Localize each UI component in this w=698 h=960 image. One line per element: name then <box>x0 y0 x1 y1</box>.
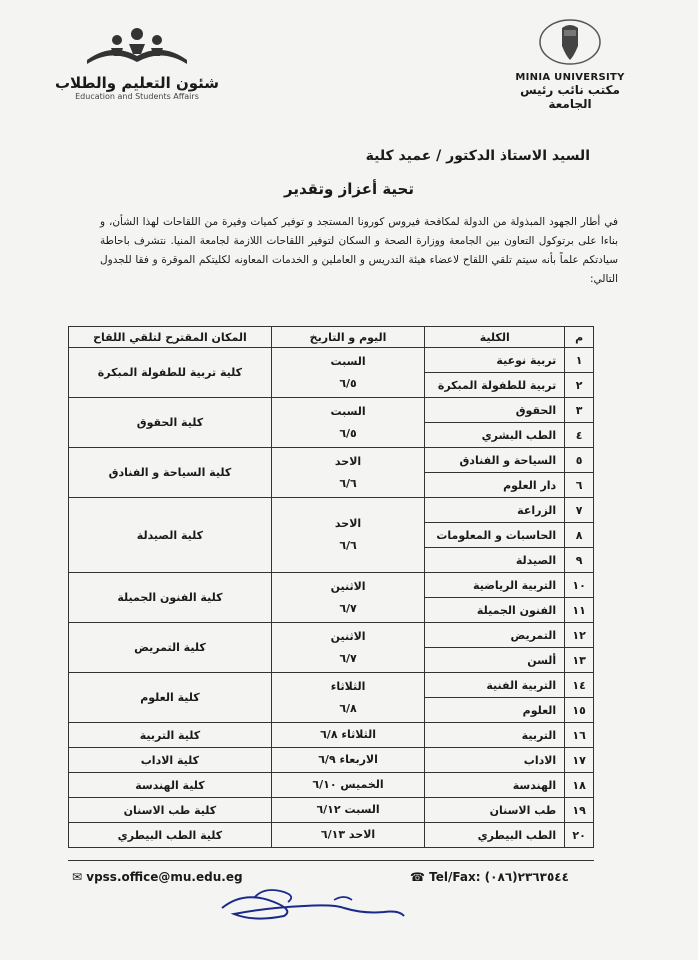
date-cell <box>271 673 424 723</box>
table-row <box>69 673 594 698</box>
table-row <box>69 623 594 648</box>
date-cell <box>271 448 424 498</box>
date-cell <box>271 723 424 748</box>
row-number: ١٥ <box>565 698 594 723</box>
university-seal-icon <box>534 16 606 66</box>
greeting-line: تحية أعزاز وتقدير <box>284 180 414 198</box>
faculty-cell: السياحة و الفنادق <box>425 448 565 473</box>
row-number: ١٤ <box>565 673 594 698</box>
table-row <box>69 798 594 823</box>
row-number: ٣ <box>565 398 594 423</box>
phone-icon: ☎ <box>410 870 425 884</box>
day-text: الاحد ٦/١٣ <box>320 828 376 841</box>
table-row <box>69 573 594 598</box>
day-text: السبت ٦/١٢ <box>316 803 380 816</box>
place-cell: كلية طب الاسنان <box>69 798 272 823</box>
table-row <box>69 773 594 798</box>
header-num: م <box>565 327 594 348</box>
place-cell: كلية الطب البيطري <box>69 823 272 848</box>
date-cell <box>271 623 424 673</box>
footer-tel <box>410 870 569 884</box>
place-cell: كلية التربية <box>69 723 272 748</box>
table-body <box>69 348 594 848</box>
place-cell: كلية التمريض <box>69 623 272 673</box>
faculty-cell: التربية الرياضية <box>425 573 565 598</box>
row-number: ١١ <box>565 598 594 623</box>
date-cell <box>271 498 424 573</box>
date-text: ٦/٨ <box>339 701 357 715</box>
day-text: الثلاثاء <box>330 679 366 693</box>
faculty-cell: تربية للطفولة المبكرة <box>425 373 565 398</box>
left-logo-english: Education and Students Affairs <box>75 92 199 101</box>
email-text[interactable]: vpss.office@mu.edu.eg <box>86 870 243 884</box>
date-cell <box>271 398 424 448</box>
day-text: الاثنين <box>330 629 366 643</box>
date-text: ٦/٦ <box>339 476 357 490</box>
place-cell: كلية الهندسة <box>69 773 272 798</box>
row-number: ٢ <box>565 373 594 398</box>
row-number: ١٠ <box>565 573 594 598</box>
day-text: الاحد <box>334 454 362 468</box>
row-number: ١ <box>565 348 594 373</box>
place-cell: كلية السياحة و الفنادق <box>69 448 272 498</box>
row-number: ٨ <box>565 523 594 548</box>
row-number: ١٨ <box>565 773 594 798</box>
date-cell <box>271 573 424 623</box>
row-number: ١٦ <box>565 723 594 748</box>
tel-text: Tel/Fax: (٠٨٦)٢٣٦٣٥٤٤ <box>429 870 569 884</box>
faculty-cell: الصيدلة <box>425 548 565 573</box>
date-text: ٦/٥ <box>339 376 357 390</box>
header-faculty: الكلية <box>425 327 565 348</box>
date-text: ٦/٦ <box>339 539 357 552</box>
faculty-cell: الفنون الجميلة <box>425 598 565 623</box>
place-cell: كلية الصيدلة <box>69 498 272 573</box>
date-cell <box>271 798 424 823</box>
faculty-cell: طب الاسنان <box>425 798 565 823</box>
table-row <box>69 723 594 748</box>
education-affairs-logo <box>52 20 222 110</box>
faculty-cell: الحاسبات و المعلومات <box>425 523 565 548</box>
row-number: ١٣ <box>565 648 594 673</box>
day-text: الثلاثاء ٦/٨ <box>320 728 377 741</box>
right-logo-english: MINIA UNIVERSITY <box>515 72 625 83</box>
row-number: ٩ <box>565 548 594 573</box>
row-number: ٥ <box>565 448 594 473</box>
row-number: ٧ <box>565 498 594 523</box>
place-cell: كلية تربية للطفولة المبكرة <box>69 348 272 398</box>
table-row <box>69 498 594 523</box>
minia-university-logo <box>505 16 635 111</box>
faculty-cell: الحقوق <box>425 398 565 423</box>
date-text: ٦/٥ <box>339 426 357 440</box>
header-date: اليوم و التاريخ <box>271 327 424 348</box>
left-logo-arabic: شئون التعليم والطلاب <box>54 74 220 92</box>
letter-body: في أطار الجهود المبذولة من الدولة لمكافحة فيروس كورونا المستجد و توفير كميات وفيرة من اللقاحات لهذا الشأن، و بناءا على برتوكول التعاون بين الجامعة ووزارة الصحة و السكان لتوفير اللقاحات اللازمة لجامعة المنيا. نتشرف باحاطة سيادتكم علماً بأنه سيتم تلقي اللقاح لاعضاء هيئة التدريس و العاملين و الخدمات المعاونه لكليتكم الموقرة و فقا للجدول التالي: <box>100 216 618 285</box>
faculty-cell: الاداب <box>425 748 565 773</box>
place-cell: كلية العلوم <box>69 673 272 723</box>
date-cell <box>271 748 424 773</box>
table-row <box>69 823 594 848</box>
date-text: ٦/٧ <box>339 601 357 615</box>
day-text: السبت <box>330 354 366 368</box>
faculty-cell: دار العلوم <box>425 473 565 498</box>
date-cell <box>271 348 424 398</box>
table-row <box>69 348 594 373</box>
table-row <box>69 448 594 473</box>
signature-image <box>214 878 414 928</box>
faculty-cell: ألسن <box>425 648 565 673</box>
faculty-cell: الهندسة <box>425 773 565 798</box>
table-header-row <box>69 327 594 348</box>
vaccination-schedule-table <box>68 326 594 848</box>
faculty-cell: العلوم <box>425 698 565 723</box>
day-text: الخميس ٦/١٠ <box>312 778 384 791</box>
envelope-icon: ✉ <box>72 870 83 884</box>
faculty-cell: الطب البشري <box>425 423 565 448</box>
date-cell <box>271 823 424 848</box>
recipient-line: السيد الاستاذ الدكتور / عميد كلية <box>365 148 590 164</box>
row-number: ٦ <box>565 473 594 498</box>
day-text: السبت <box>330 404 366 418</box>
place-cell: كلية الفنون الجميلة <box>69 573 272 623</box>
book-people-icon <box>77 20 197 72</box>
date-cell <box>271 773 424 798</box>
faculty-cell: التربية <box>425 723 565 748</box>
place-cell: كلية الحقوق <box>69 398 272 448</box>
day-text: الاحد <box>334 517 362 530</box>
faculty-cell: التمريض <box>425 623 565 648</box>
date-text: ٦/٧ <box>339 651 357 665</box>
place-cell: كلية الاداب <box>69 748 272 773</box>
day-text: الاثنين <box>330 579 366 593</box>
faculty-cell: الطب البيطري <box>425 823 565 848</box>
row-number: ٤ <box>565 423 594 448</box>
footer-divider <box>68 860 594 861</box>
row-number: ١٢ <box>565 623 594 648</box>
row-number: ١٩ <box>565 798 594 823</box>
right-logo-arabic: مكتب نائب رئيس الجامعة <box>520 83 620 111</box>
row-number: ٢٠ <box>565 823 594 848</box>
faculty-cell: الزراعة <box>425 498 565 523</box>
day-text: الاربعاء ٦/٩ <box>318 753 378 766</box>
table-row <box>69 398 594 423</box>
faculty-cell: التربية الفنية <box>425 673 565 698</box>
row-number: ١٧ <box>565 748 594 773</box>
header-place: المكان المقترح لتلقي اللقاح <box>69 327 272 348</box>
table-row <box>69 748 594 773</box>
faculty-cell: تربية نوعية <box>425 348 565 373</box>
